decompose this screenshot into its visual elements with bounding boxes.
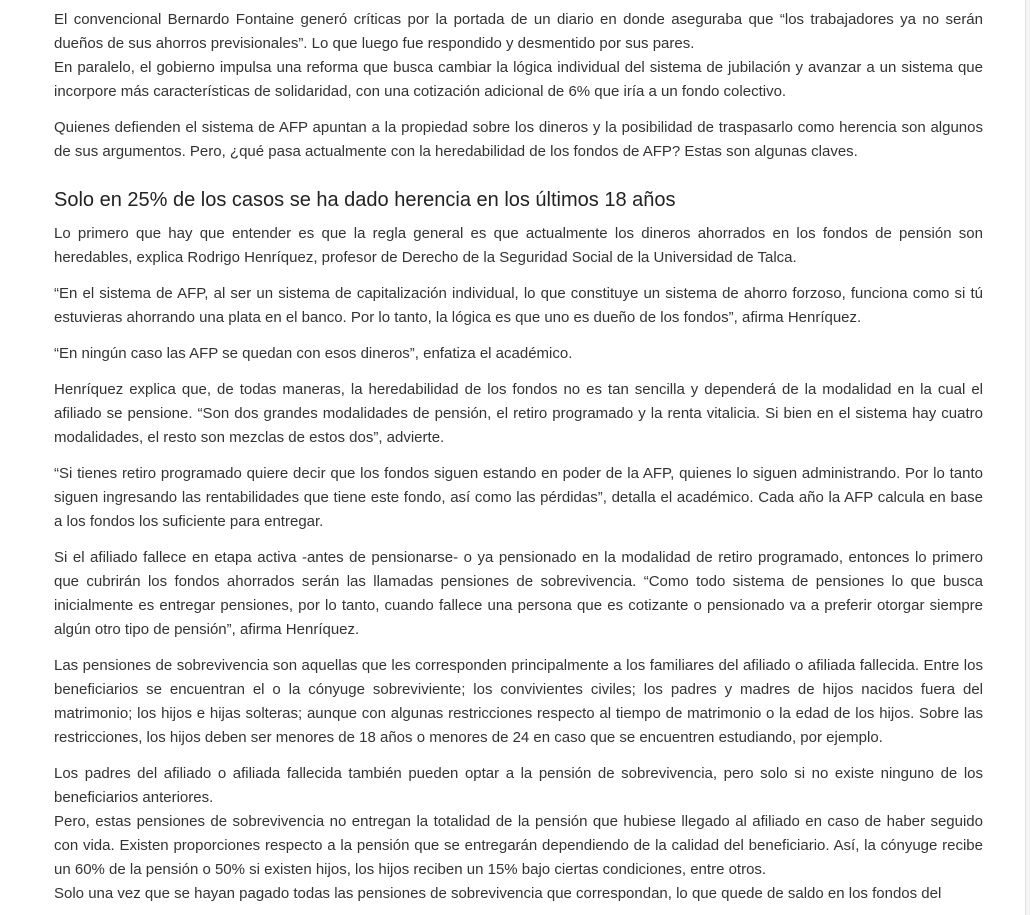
paragraph-sobrevivencia: Las pensiones de sobrevivencia son aquellas que les corresponden principalmente a los familiares del afiliado o afiliada fallecida. Entre los beneficiarios se encuentran el o la cónyuge sobreviviente; los convivientes civiles; los padres y madres de hijos nacidos fuera del matrimonio; los hijos e hijas solteras; aunque con algunas restricciones respecto al tiempo de matrimonio o la edad de los hijos. Sobre las restricciones, los hijos deben ser menores de 18 años o menores de 24 en caso que se encuentren estudiando, por ejemplo.: [54, 657, 983, 746]
article-body: [54, 8, 983, 906]
paragraph-capitalizacion: “En el sistema de AFP, al ser un sistema de capitalización individual, lo que constituye un sistema de ahorro forzoso, funciona como si tú estuvieras ahorrando una plata en el banco. Por lo tanto, la lógica es que uno es dueño de los fondos”, afirma Henríquez.: [54, 285, 983, 326]
paragraph-modalidades: Henríquez explica que, de todas maneras, la heredabilidad de los fondos no es tan sencilla y dependerá de la modalidad en la cual el afiliado se pensione. “Son dos grandes modalidades de pensión, el retiro programado y la renta vitalicia. Si bien en el sistema hay cuatro modalidades, el resto son mezclas de estos dos”, advierte.: [54, 381, 983, 446]
paragraph-argumentos: Quienes defienden el sistema de AFP apuntan a la propiedad sobre los dineros y la posibilidad de traspasarlo como herencia son algunos de sus argumentos. Pero, ¿qué pasa actualmente con la heredabilidad de los fondos de AFP? Estas son algunas claves.: [54, 119, 983, 160]
paragraph-fontaine: El convencional Bernardo Fontaine generó críticas por la portada de un diario en donde aseguraba que “los trabajadores ya no serán dueños de sus ahorros previsionales”. Lo que luego fue respondido y desmentido por sus pares.: [54, 11, 983, 52]
paragraph-ningun-caso: “En ningún caso las AFP se quedan con esos dineros”, enfatiza el académico.: [54, 345, 573, 362]
paragraph-saldo: Solo una vez que se hayan pagado todas las pensiones de sobrevivencia que correspondan, lo que quede de saldo en los fondos del: [54, 885, 942, 902]
paragraph-reforma: En paralelo, el gobierno impulsa una reforma que busca cambiar la lógica individual del sistema de jubilación y avanzar a un sistema que incorpore más características de solidaridad, con una cotización adicional de 6% que iría a un fondo colectivo.: [54, 59, 983, 100]
paragraph-proporciones: Pero, estas pensiones de sobrevivencia no entregan la totalidad de la pensión que hubiese llegado al afiliado en caso de haber seguido con vida. Existen proporciones respecto a la pensión que se entregarán dependiendo de la calidad del beneficiario. Así, la cónyuge recibe un 60% de la pensión o 50% si existen hijos, los hijos reciben un 15% bajo ciertas condiciones, entre otros.: [54, 813, 983, 878]
paragraph-fallecimiento: Si el afiliado fallece en etapa activa -antes de pensionarse- o ya pensionado en la modalidad de retiro programado, entonces lo primero que cubrirán los fondos ahorrados serán las llamadas pensiones de sobrevivencia. “Como todo sistema de pensiones lo que busca inicialmente es entregar pensiones, por lo tanto, cuando fallece una persona que es cotizante o pensionado va a preferir otorgar siempre algún otro tipo de pensión”, afirma Henríquez.: [54, 549, 983, 638]
paragraph-padres: Los padres del afiliado o afiliada fallecida también pueden optar a la pensión de sobrevivencia, pero solo si no existe ninguno de los beneficiarios anteriores.: [54, 765, 983, 806]
paragraph-retiro-programado: “Si tienes retiro programado quiere decir que los fondos siguen estando en poder de la AFP, quienes lo siguen administrando. Por lo tanto siguen ingresando las rentabilidades que tiene este fondo, así como las pérdidas”, detalla el académico. Cada año la AFP calcula en base a los fondos los suficiente para entregar.: [54, 465, 983, 530]
scrollbar-track[interactable]: [1025, 0, 1030, 915]
paragraph-regla-general: Lo primero que hay que entender es que la regla general es que actualmente los dineros ahorrados en los fondos de pensión son heredables, explica Rodrigo Henríquez, profesor de Derecho de la Seguridad Social de la Universidad de Talca.: [54, 225, 983, 266]
section-heading: Solo en 25% de los casos se ha dado herencia en los últimos 18 años: [54, 189, 676, 211]
